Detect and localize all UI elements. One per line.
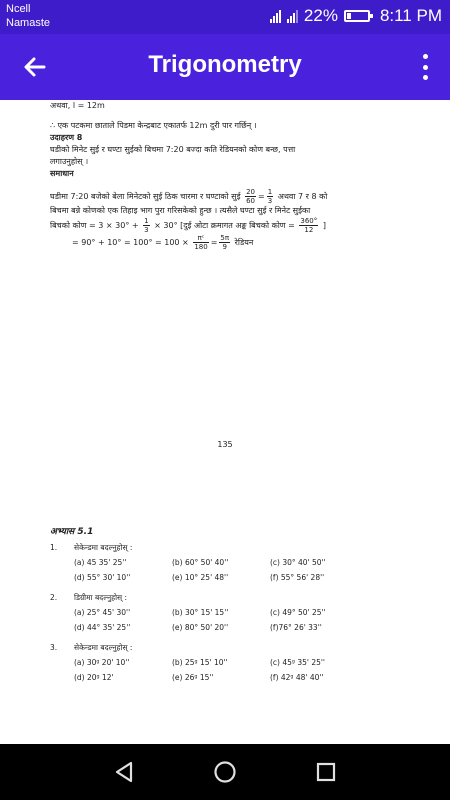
recents-square-icon (314, 760, 338, 784)
fraction: $\frac{360^\circ}{12}$ (300, 217, 318, 234)
carrier-name: Ncell (6, 3, 31, 15)
battery-icon (344, 10, 370, 22)
text-line: घडीमा 7:20 बजेको बेला मिनेटको सुई ठिक चारमा र घण्टाको सुई $\frac{20}{60}$ = $\frac{1}{3}$ अथवा 7 र 8 को (50, 188, 328, 205)
fraction: $\frac{1}{3}$ (144, 217, 149, 234)
page-number: 135 (217, 440, 233, 449)
signal-icon (287, 9, 298, 23)
exercise-question: 2. डिग्रीमा बदल्नुहोस् : (a) 25° 45' 30'' (b) 30° 15' 15'' (c) 49° 50' 25'' (d) 44° 35' 25'' (e) 80° 50' 20'' (f)76° 26' 33'' (50, 593, 326, 632)
question-prompt: सेकेन्डमा बदल्नुहोस् : (74, 543, 133, 552)
exercise-question: 3. सेकेन्डमा बदल्नुहोस् : (a) 30ᵍ 20' 10'' (b) 25ᵍ 15' 10'' (c) 45ᵍ 35' 25'' (d) 20ᵍ 12' (e) 26ᵍ 15'' (f) 42ᵍ 48' 40'' (50, 643, 325, 682)
app-title: Trigonometry (148, 51, 302, 78)
signal-icon (270, 9, 281, 23)
text-line: घडीको मिनेट सुई र घण्टा सुईको बिचमा 7:20 बज्दा कति रेडियनको कोण बन्छ, पत्ता (50, 145, 296, 154)
status-clock: 8:11 PM (379, 6, 442, 25)
fraction: $\frac{20}{60}$ (246, 188, 255, 205)
more-options-button[interactable] (418, 52, 432, 82)
app-bar (0, 34, 450, 100)
question-prompt: सेकेन्डमा बदल्नुहोस् : (74, 643, 133, 652)
text-line: अथवा, l = 12m (50, 101, 105, 110)
text-line: लगाउनुहोस् । (50, 157, 89, 166)
pdf-page (50, 100, 410, 251)
battery-percent: 22% (303, 6, 338, 25)
more-vertical-icon (423, 54, 428, 59)
carrier-info (6, 2, 50, 30)
back-triangle-icon (112, 760, 136, 784)
nav-recents-button[interactable] (314, 760, 338, 784)
system-nav-bar (0, 744, 450, 800)
fraction: $\frac{\text{πᶜ}}{180}$ (194, 234, 208, 251)
solution-heading: समाधान (50, 169, 74, 178)
home-circle-icon (213, 760, 237, 784)
exercise-question: 1. सेकेन्डमा बदल्नुहोस् : (a) 45 35' 25'' (b) 60° 50' 40'' (c) 30° 40' 50'' (d) 55° 30' 10'' (e) 10° 25' 48'' (f) 55° 56' 28'' (50, 543, 326, 582)
text-line: बिचमा बन्ने कोणको एक तिहाइ भाग पुरा गरिसकेको हुन्छ । त्यसैले घण्टा सुई र मिनेट सुईका (50, 206, 311, 215)
status-indicators (270, 6, 442, 26)
question-prompt: डिग्रीमा बदल्नुहोस् : (74, 593, 128, 602)
exercise-title: अभ्यास 5.1 (50, 527, 94, 537)
text-line: = 90° + 10° = 100° = 100 × $\frac{\text{πᶜ}}{180}$ = $\frac{5\pi}{9}$ रेडियन (72, 234, 254, 251)
text-line: बिचको कोण = 3 × 30° + $\frac{1}{3}$ × 30° [दुई ओटा क्रमागत अङ्क बिचको कोण = $\frac{360^\circ}{12}$ ] (50, 217, 326, 234)
fraction: $\frac{1}{3}$ (267, 188, 273, 205)
fraction: $\frac{5\pi}{9}$ (220, 234, 230, 251)
text-line: ∴ एक पटकमा छाताले पिडमा केन्द्रबाट एकातर्फ 12m दुरी पार गर्छिन् । (50, 121, 257, 130)
status-bar (0, 0, 450, 34)
nav-home-button[interactable] (213, 760, 237, 784)
example-heading: उदाहरण 8 (50, 133, 83, 142)
carrier-subtitle: Namaste (6, 17, 51, 29)
pdf-viewer[interactable] (0, 100, 450, 683)
nav-back-button[interactable] (112, 760, 136, 784)
